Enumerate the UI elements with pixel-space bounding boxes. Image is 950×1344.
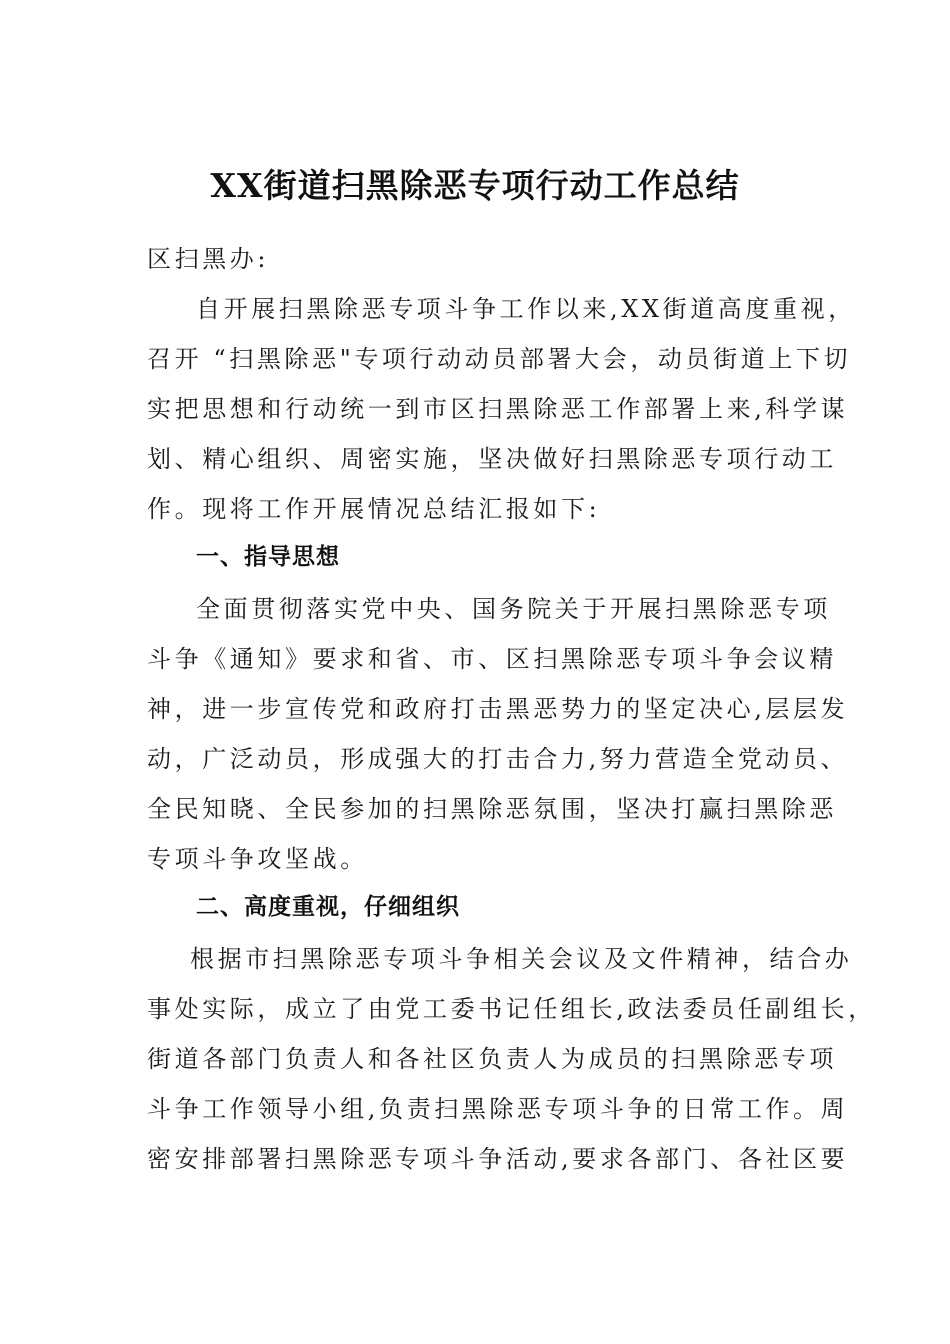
section1-line: 专项斗争攻坚战。 — [147, 845, 368, 873]
section1-line: 全民知晓、全民参加的扫黑除恶氛围，坚决打赢扫黑除恶 — [147, 795, 837, 823]
section2-line: 街道各部门负责人和各社区负责人为成员的扫黑除恶专项 — [147, 1045, 837, 1073]
salutation: 区扫黑办: — [147, 245, 270, 273]
section2-line: 密安排部署扫黑除恶专项斗争活动,要求各部门、各社区要 — [147, 1145, 849, 1173]
section1-line: 全面贯彻落实党中央、国务院关于开展扫黑除恶专项 — [196, 595, 831, 623]
intro-line: 划、精心组织、周密实施，坚决做好扫黑除恶专项行动工 — [147, 445, 837, 473]
section-heading-guiding-ideology: 一、指导思想 — [196, 544, 340, 570]
intro-line: 实把思想和行动统一到市区扫黑除恶工作部署上来,科学谋 — [147, 395, 849, 423]
section-heading-organization: 二、高度重视，仔细组织 — [196, 894, 460, 920]
section2-line: 根据市扫黑除恶专项斗争相关会议及文件精神，结合办 — [190, 945, 853, 973]
section1-line: 神，进一步宣传党和政府打击黑恶势力的坚定决心,层层发 — [147, 695, 849, 723]
section1-line: 动，广泛动员，形成强大的打击合力,努力营造全党动员、 — [147, 745, 849, 773]
intro-line: 召开 “扫黑除恶"专项行动动员部署大会，动员街道上下切 — [147, 345, 852, 373]
section2-line: 斗争工作领导小组,负责扫黑除恶专项斗争的日常工作。周 — [147, 1095, 849, 1123]
intro-line: 作。现将工作开展情况总结汇报如下: — [147, 495, 601, 523]
document-title: XX街道扫黑除恶专项行动工作总结 — [210, 166, 740, 205]
section2-line: 事处实际，成立了由党工委书记任组长,政法委员任副组长， — [147, 995, 876, 1023]
intro-line: 自开展扫黑除恶专项斗争工作以来,XX街道高度重视， — [196, 295, 856, 323]
section1-line: 斗争《通知》要求和省、市、区扫黑除恶专项斗争会议精 — [147, 645, 837, 673]
